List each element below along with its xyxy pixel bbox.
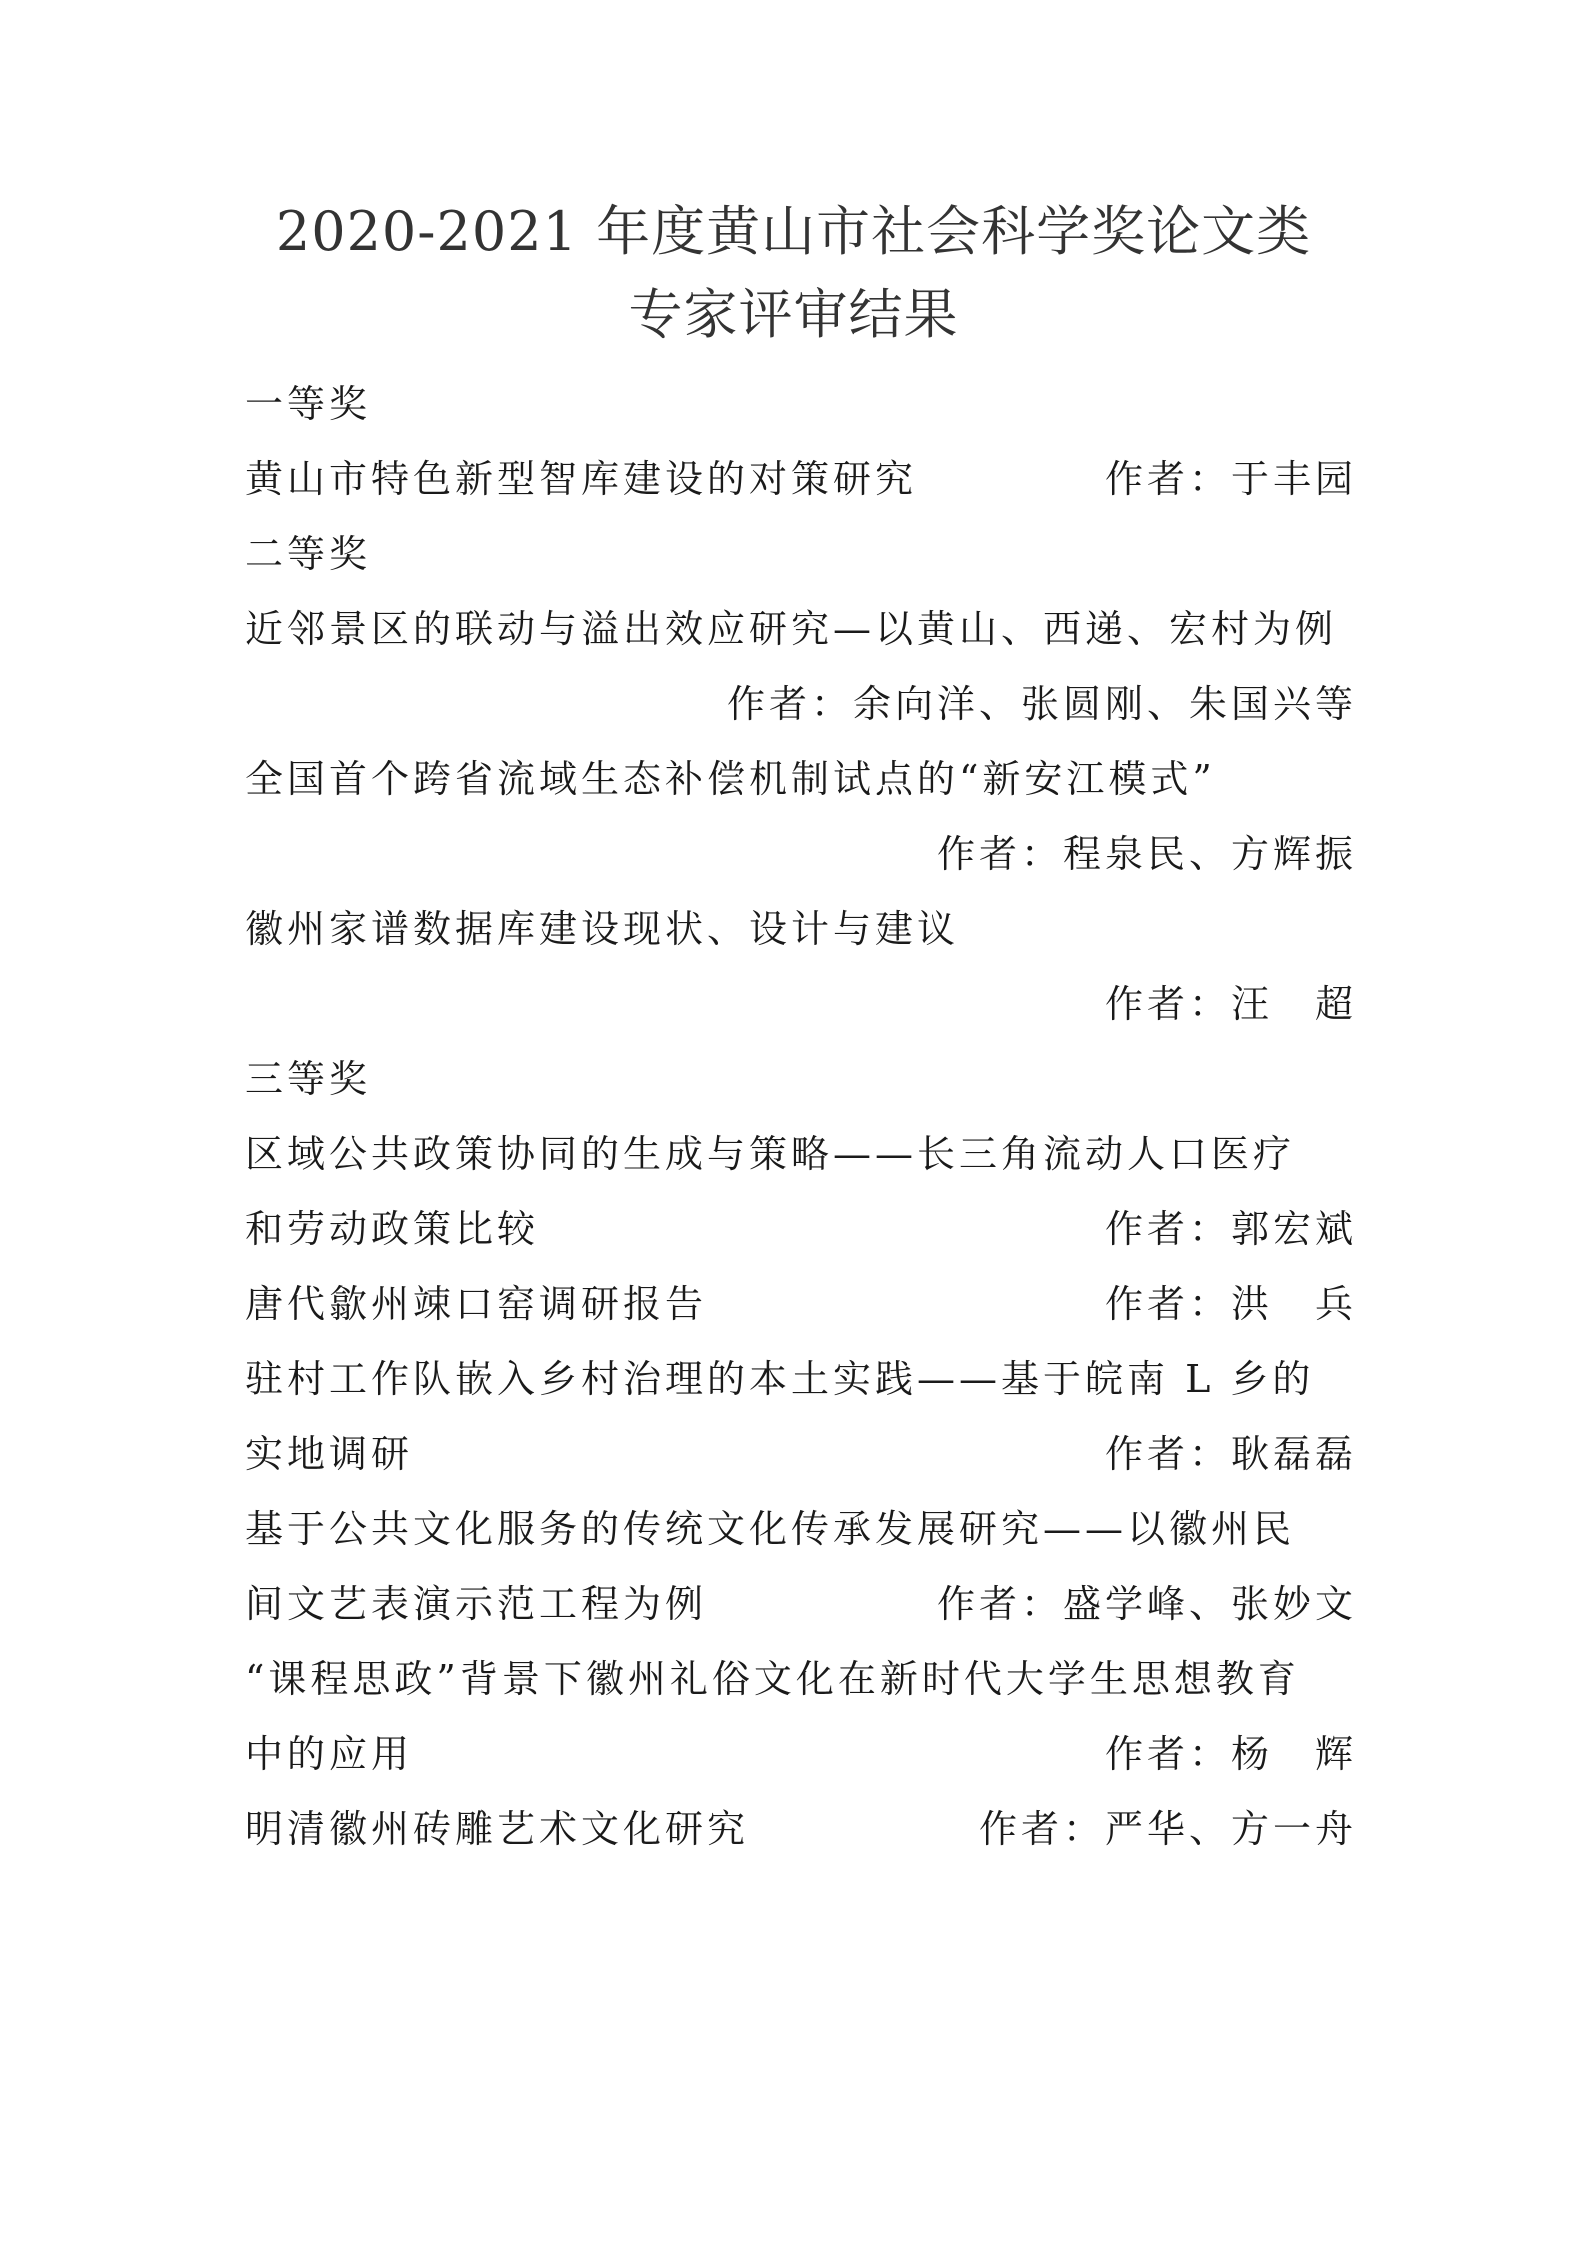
entry-author: 作者：于丰园 [1104,457,1357,501]
entry-row [245,967,1357,1042]
entry-title-cont: 实地调研 [245,1432,414,1476]
entry-title-cont: 和劳动政策比较 [245,1207,540,1251]
entry-author: 作者：汪 超 [1104,982,1357,1026]
entry-title: 基于公共文化服务的传统文化传承发展研究——以徽州民 [245,1507,1296,1551]
entry-row [245,1642,1357,1717]
entry-title: 明清徽州砖雕艺术文化研究 [245,1807,750,1851]
entry-row [245,592,1357,667]
section-heading-third-prize: 三等奖 [245,1057,372,1101]
entry-title: 区域公共政策协同的生成与策略——长三角流动人口医疗 [245,1132,1296,1176]
entry-title-cont: 中的应用 [245,1732,414,1776]
entry-row [245,1267,1357,1342]
entry-author: 作者：盛学峰、张妙文 [936,1582,1357,1626]
entry-author: 作者：严华、方一舟 [978,1807,1357,1851]
entry-author: 作者：洪 兵 [1104,1282,1357,1326]
entry-author: 作者：余向洋、张圆刚、朱国兴等 [726,682,1357,726]
entry-row [245,742,1357,817]
entry-title: 徽州家谱数据库建设现状、设计与建议 [245,907,960,951]
entry-title: 驻村工作队嵌入乡村治理的本土实践——基于皖南 L 乡的 [245,1357,1315,1401]
entry-row [245,1717,1357,1792]
entry-row [245,1567,1357,1642]
document-title-line1: 2020-2021 年度黄山市社会科学奖论文类 [275,200,1312,263]
entry-row [245,667,1357,742]
entry-row [245,1792,1357,1867]
entry-row [245,1417,1357,1492]
entry-author: 作者：杨 辉 [1104,1732,1357,1776]
entry-row [245,1192,1357,1267]
entry-author: 作者：程泉民、方辉振 [936,832,1357,876]
entry-row [245,892,1357,967]
entry-row [245,1342,1357,1417]
section-heading-second-prize: 二等奖 [245,532,372,576]
entry-title: “课程思政”背景下徽州礼俗文化在新时代大学生思想教育 [245,1657,1300,1701]
entry-row [245,1117,1357,1192]
entry-row [245,442,1357,517]
entry-title: 近邻景区的联动与溢出效应研究—以黄山、西递、宏村为例 [245,607,1338,651]
entry-row [245,1492,1357,1567]
entry-author: 作者：耿磊磊 [1104,1432,1357,1476]
entry-title: 唐代歙州竦口窑调研报告 [245,1282,708,1326]
entry-title-cont: 间文艺表演示范工程为例 [245,1582,708,1626]
document-title-line2: 专家评审结果 [628,283,959,346]
entry-title: 全国首个跨省流域生态补偿机制试点的“新安江模式” [245,757,1216,801]
entry-title: 黄山市特色新型智库建设的对策研究 [245,457,918,501]
section-heading-first-prize: 一等奖 [245,382,372,426]
entry-author: 作者：郭宏斌 [1104,1207,1357,1251]
entry-row [245,817,1357,892]
